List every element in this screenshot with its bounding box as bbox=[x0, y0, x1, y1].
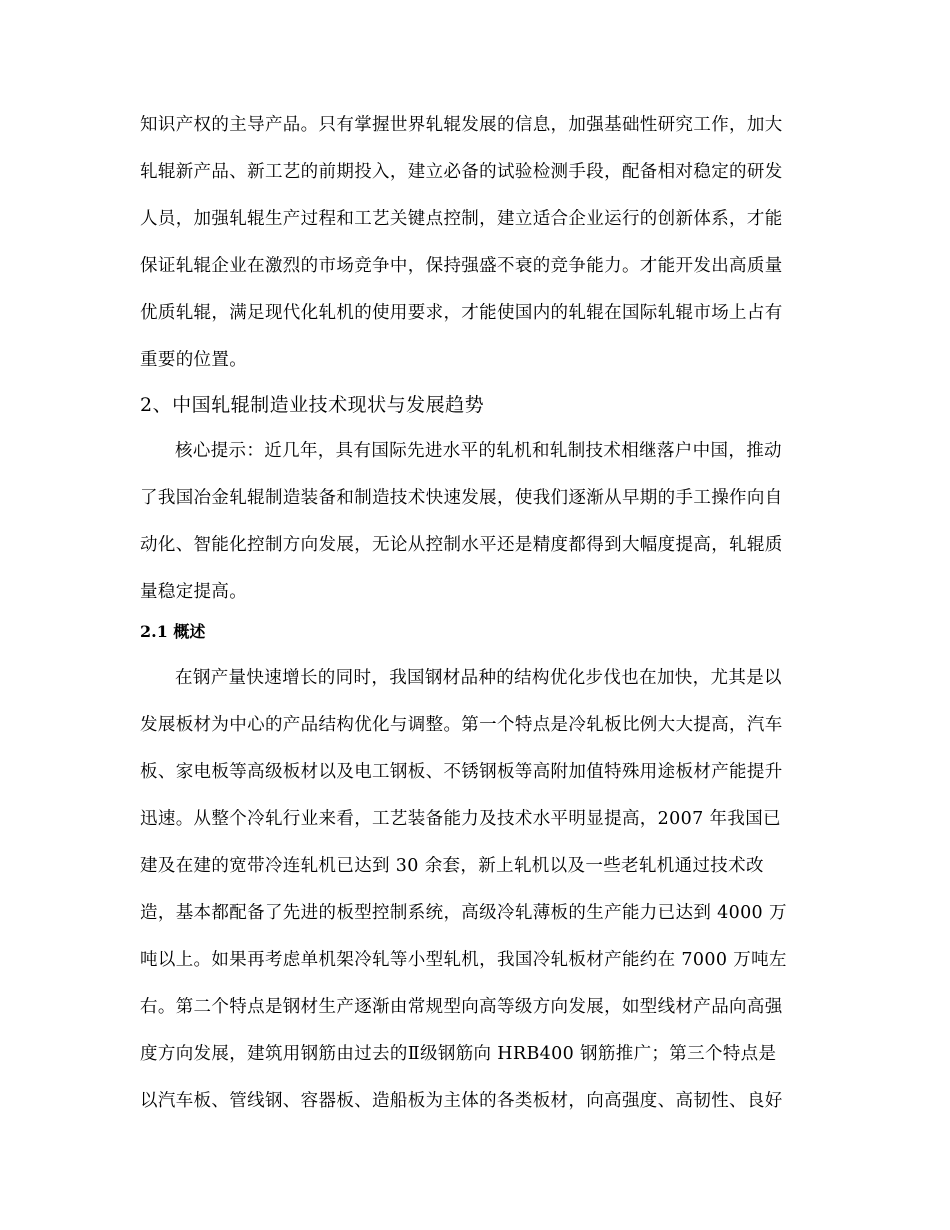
overview-line: 迅速。从整个冷轧行业来看，工艺装备能力及技术水平明显提高，2007 年我国已 bbox=[140, 809, 781, 829]
overview-line: 在钢产量快速增长的同时，我国钢材品种的结构优化步伐也在加快，尤其是以 bbox=[175, 668, 782, 688]
overview-line: 建及在建的宽带冷连轧机已达到 30 余套，新上轧机以及一些老轧机通过技术改 bbox=[140, 856, 764, 876]
overview-line: 吨以上。如果再考虑单机架冷轧等小型轧机，我国冷轧板材产能约在 7000 万吨左 bbox=[140, 950, 787, 970]
paragraph-1-line: 优质轧辊，满足现代化轧机的使用要求，才能使国内的轧辊在国际轧辊市场上占有 bbox=[140, 303, 783, 323]
paragraph-1-line: 轧辊新产品、新工艺的前期投入，建立必备的试验检测手段，配备相对稳定的研发 bbox=[140, 162, 783, 182]
overview-line: 右。第二个特点是钢材生产逐渐由常规型向高等级方向发展，如型线材产品向高强 bbox=[140, 997, 783, 1017]
summary-line: 核心提示：近几年，具有国际先进水平的轧机和轧制技术相继落户中国，推动 bbox=[175, 441, 782, 461]
overview-line: 造，基本都配备了先进的板型控制系统，高级冷轧薄板的生产能力已达到 4000 万 bbox=[140, 903, 787, 923]
summary-line: 了我国冶金轧辊制造装备和制造技术快速发展，使我们逐渐从早期的手工操作向自 bbox=[140, 488, 783, 508]
summary-line: 量稳定提高。 bbox=[140, 582, 248, 602]
paragraph-1-line: 人员，加强轧辊生产过程和工艺关键点控制，建立适合企业运行的创新体系，才能 bbox=[140, 209, 783, 229]
overview-line: 发展板材为中心的产品结构优化与调整。第一个特点是冷轧板比例大大提高，汽车 bbox=[140, 715, 783, 735]
section-2-1-heading: 2.1 概述 bbox=[140, 622, 206, 641]
paragraph-1-line: 知识产权的主导产品。只有掌握世界轧辊发展的信息，加强基础性研究工作，加大 bbox=[140, 115, 783, 135]
overview-line: 板、家电板等高级板材以及电工钢板、不锈钢板等高附加值特殊用途板材产能提升 bbox=[140, 762, 783, 782]
section-2-heading: 2、中国轧辊制造业技术现状与发展趋势 bbox=[140, 394, 485, 416]
overview-line: 以汽车板、管线钢、容器板、造船板为主体的各类板材，向高强度、高韧性、良好 bbox=[140, 1091, 783, 1111]
overview-line: 度方向发展，建筑用钢筋由过去的Ⅱ级钢筋向 HRB400 钢筋推广；第三个特点是 bbox=[140, 1044, 777, 1064]
paragraph-1-line: 保证轧辊企业在激烈的市场竞争中，保持强盛不衰的竞争能力。才能开发出高质量 bbox=[140, 256, 783, 276]
summary-line: 动化、智能化控制方向发展，无论从控制水平还是精度都得到大幅度提高，轧辊质 bbox=[140, 535, 783, 555]
paragraph-1-line: 重要的位置。 bbox=[140, 350, 248, 370]
